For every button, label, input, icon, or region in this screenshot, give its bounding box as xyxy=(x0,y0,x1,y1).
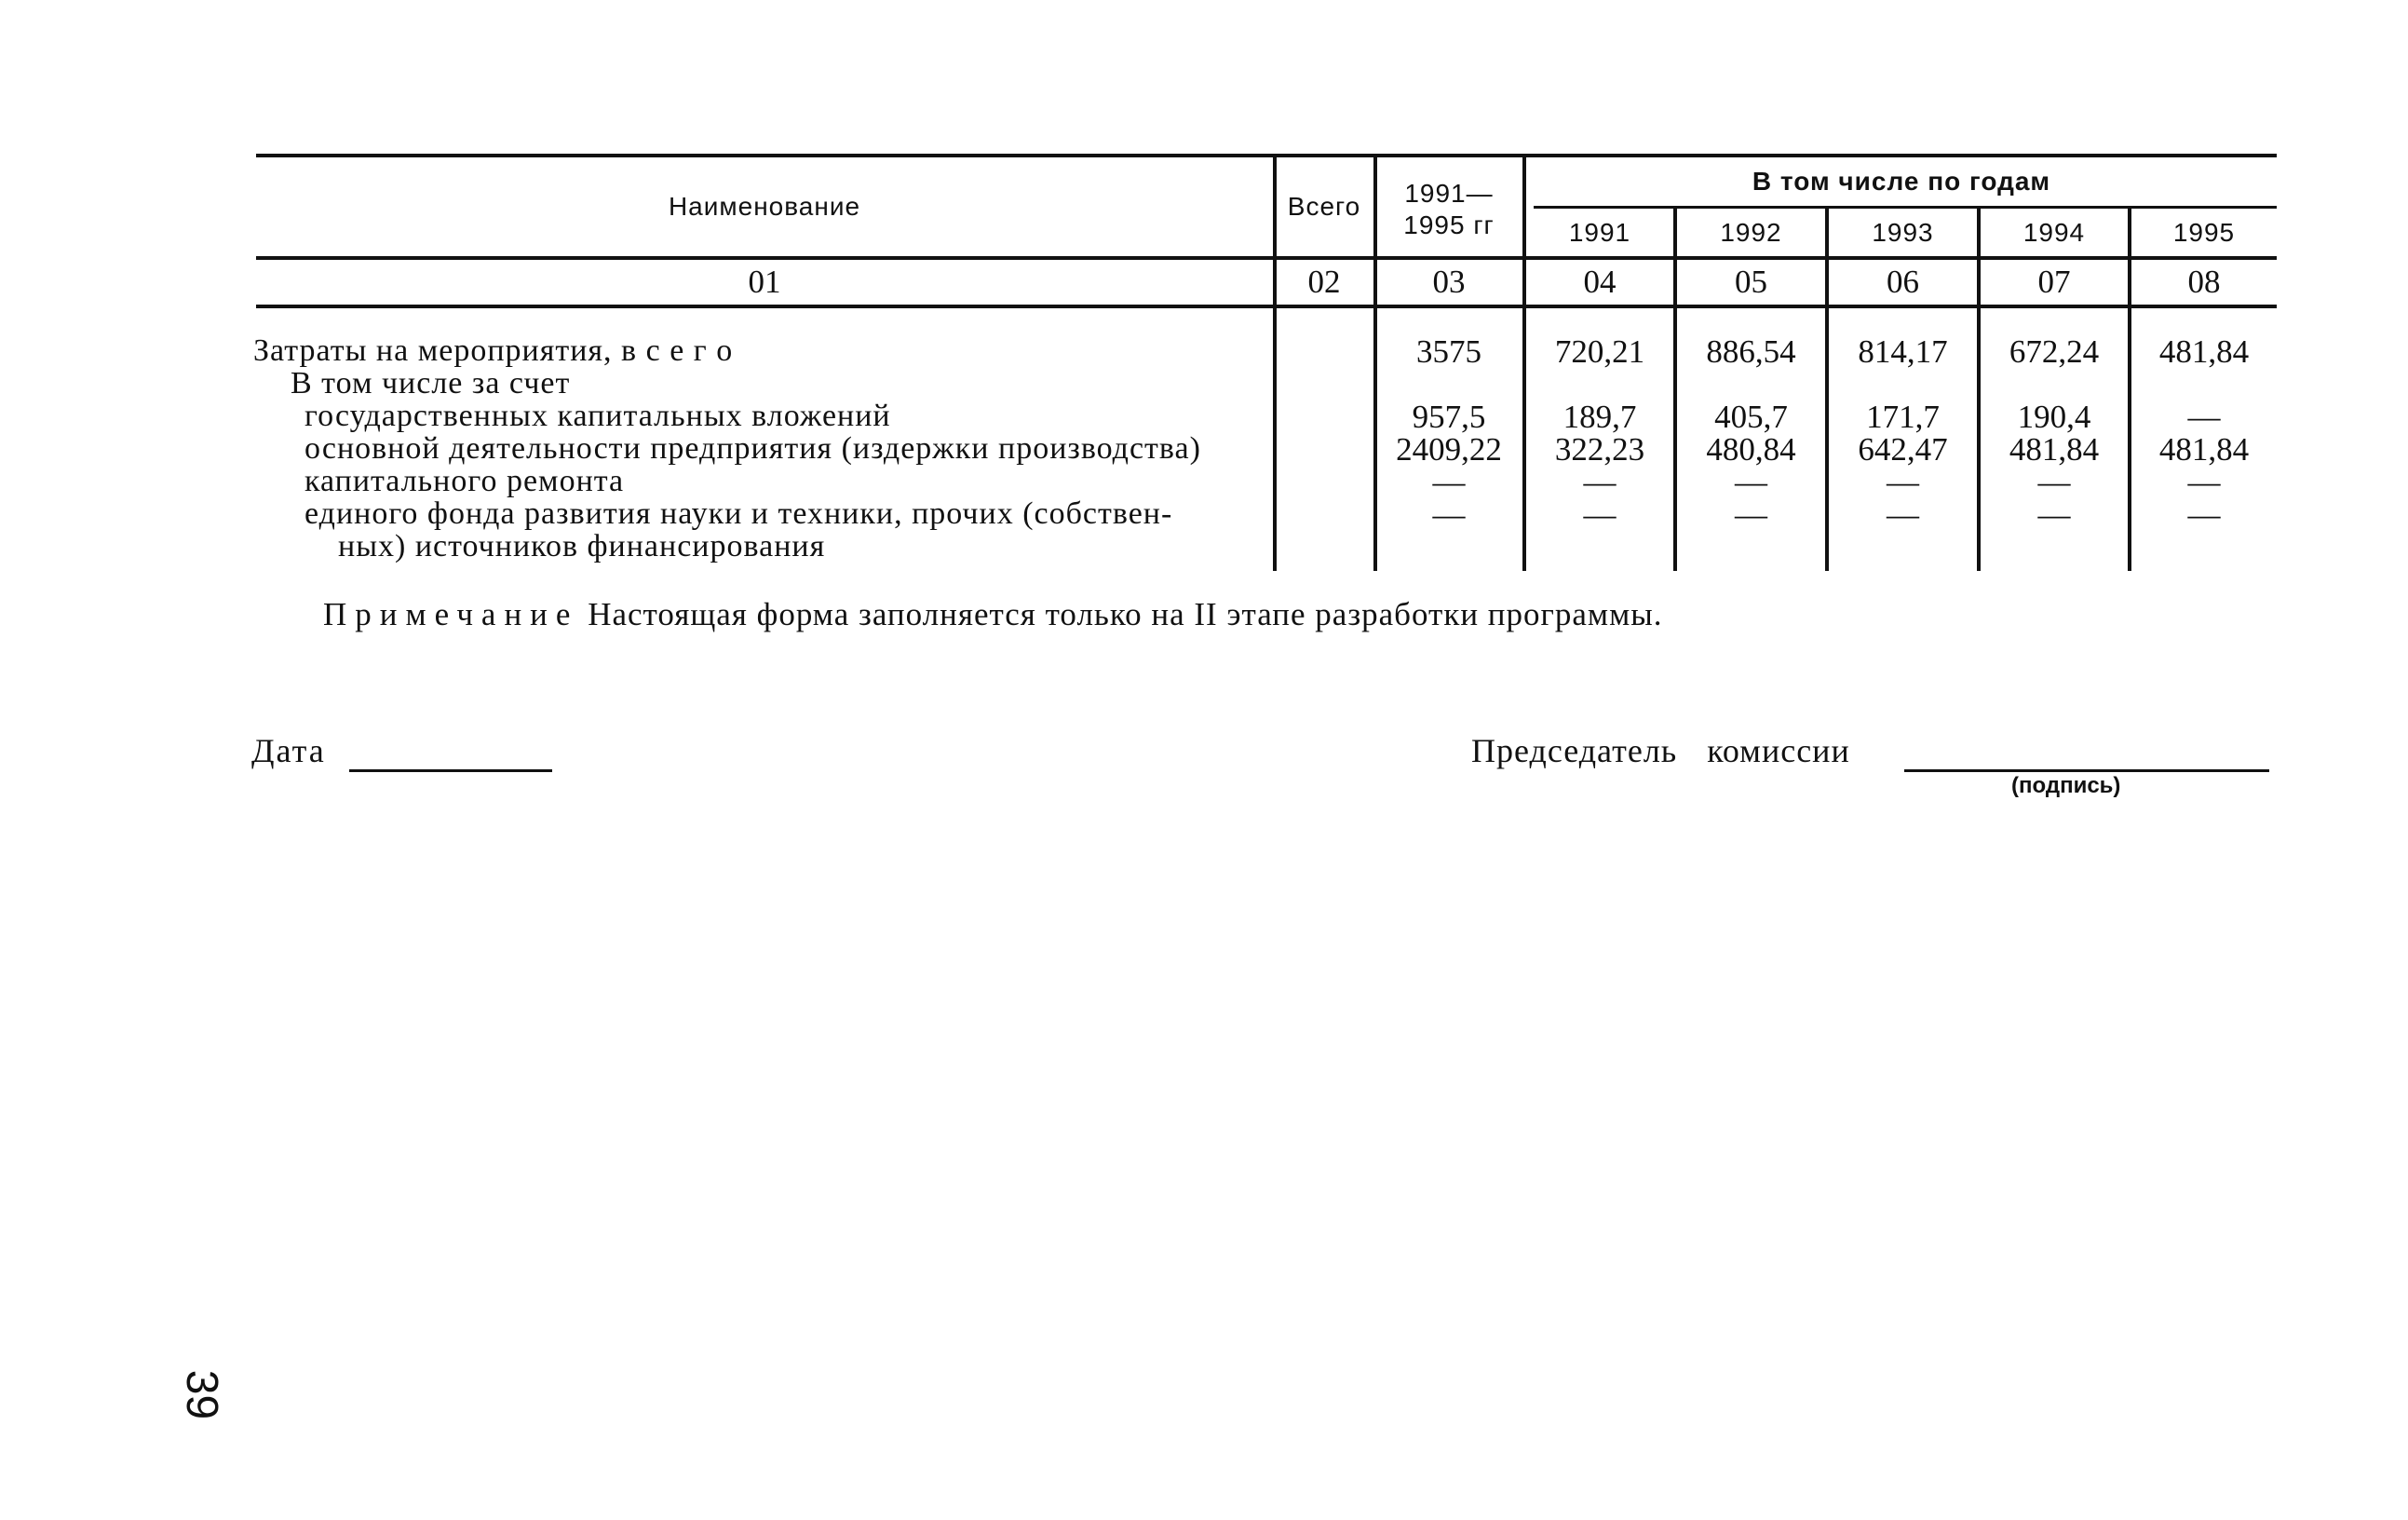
value-cell: 2409,22 xyxy=(1396,431,1502,468)
chair-label: Председатель комиссии xyxy=(1471,732,1850,769)
header-name: Наименование xyxy=(668,192,861,221)
value-cell: — xyxy=(2037,496,2071,533)
value-cell: — xyxy=(1432,464,1466,500)
header-by-years: В том числе по годам xyxy=(1752,167,2051,196)
code-cell: 08 xyxy=(2187,264,2221,300)
value-cell: 481,84 xyxy=(2158,333,2250,370)
value-cell: 720,21 xyxy=(1554,333,1645,370)
code-cell: 03 xyxy=(1432,264,1466,300)
value-cell: 814,17 xyxy=(1858,333,1948,370)
value-cell: — xyxy=(2187,496,2221,533)
header-period-line1: 1991— xyxy=(1404,179,1494,208)
value-cell: — xyxy=(2187,399,2221,435)
value-cell: 189,7 xyxy=(1562,399,1637,435)
value-cell: 171,7 xyxy=(1866,399,1940,435)
row-label-science-fund-cont: ных) источников финансирования xyxy=(338,529,826,563)
value-cell: — xyxy=(2187,464,2221,500)
value-cell: 672,24 xyxy=(2009,333,2100,370)
header-period-line2: 1995 гг xyxy=(1403,210,1495,239)
value-cell: 481,84 xyxy=(2158,431,2250,468)
row-label-capital-repair: капитального ремонта xyxy=(304,464,625,498)
code-cell: 06 xyxy=(1887,264,1919,300)
code-cell: 01 xyxy=(748,264,781,300)
value-cell: 405,7 xyxy=(1714,399,1788,435)
row-label-including: В том числе за счет xyxy=(291,366,571,400)
value-cell: 3575 xyxy=(1416,333,1481,370)
header-period xyxy=(1375,163,1522,256)
value-cell: 322,23 xyxy=(1554,431,1645,468)
date-blank-line xyxy=(349,769,552,772)
date-label: Дата xyxy=(251,732,326,769)
header-total: Всего xyxy=(1287,192,1361,221)
signature-caption: (подпись) xyxy=(2011,773,2121,798)
header-year-1991: 1991 xyxy=(1568,217,1631,247)
row-label-science-fund: единого фонда развития науки и техники, прочих (собствен- xyxy=(304,496,1173,531)
value-cell: 886,54 xyxy=(1706,333,1796,370)
header-year-1992: 1992 xyxy=(1720,217,1782,247)
value-cell: — xyxy=(1432,496,1466,533)
note-prefix: Примечание xyxy=(323,596,579,632)
value-cell: — xyxy=(1887,496,1919,533)
value-cell: — xyxy=(2037,464,2071,500)
value-cell: 480,84 xyxy=(1706,431,1796,468)
value-cell: — xyxy=(1887,464,1919,500)
code-cell: 02 xyxy=(1307,264,1341,300)
row-label-production-costs: основной деятельности предприятия (издержки производства) xyxy=(304,431,1201,466)
value-cell: 190,4 xyxy=(2017,399,2091,435)
row-label-state-investment: государственных капитальных вложений xyxy=(304,399,891,433)
value-cell: 481,84 xyxy=(2009,431,2100,468)
value-cell: — xyxy=(1583,496,1617,533)
header-year-1993: 1993 xyxy=(1872,217,1934,247)
codes-bottom-rule xyxy=(256,305,2277,308)
header-year-1994: 1994 xyxy=(2022,217,2086,247)
value-cell: 642,47 xyxy=(1858,431,1948,468)
page-number: 39 xyxy=(177,1369,227,1420)
note-text: Настоящая форма заполняется только на II этапе разработки программы. xyxy=(588,596,1663,632)
code-cell: 07 xyxy=(2037,264,2071,300)
code-cell: 04 xyxy=(1583,264,1617,300)
value-cell: — xyxy=(1583,464,1617,500)
code-cell: 05 xyxy=(1735,264,1767,300)
header-year-1995: 1995 xyxy=(2172,217,2236,247)
value-cell: — xyxy=(1735,496,1767,533)
signature-blank-line xyxy=(1904,769,2269,772)
row-label-total: Затраты на мероприятия, в с е г о xyxy=(253,333,734,368)
value-cell: — xyxy=(1735,464,1767,500)
table-note xyxy=(323,596,1663,633)
value-cell: 957,5 xyxy=(1412,399,1486,435)
